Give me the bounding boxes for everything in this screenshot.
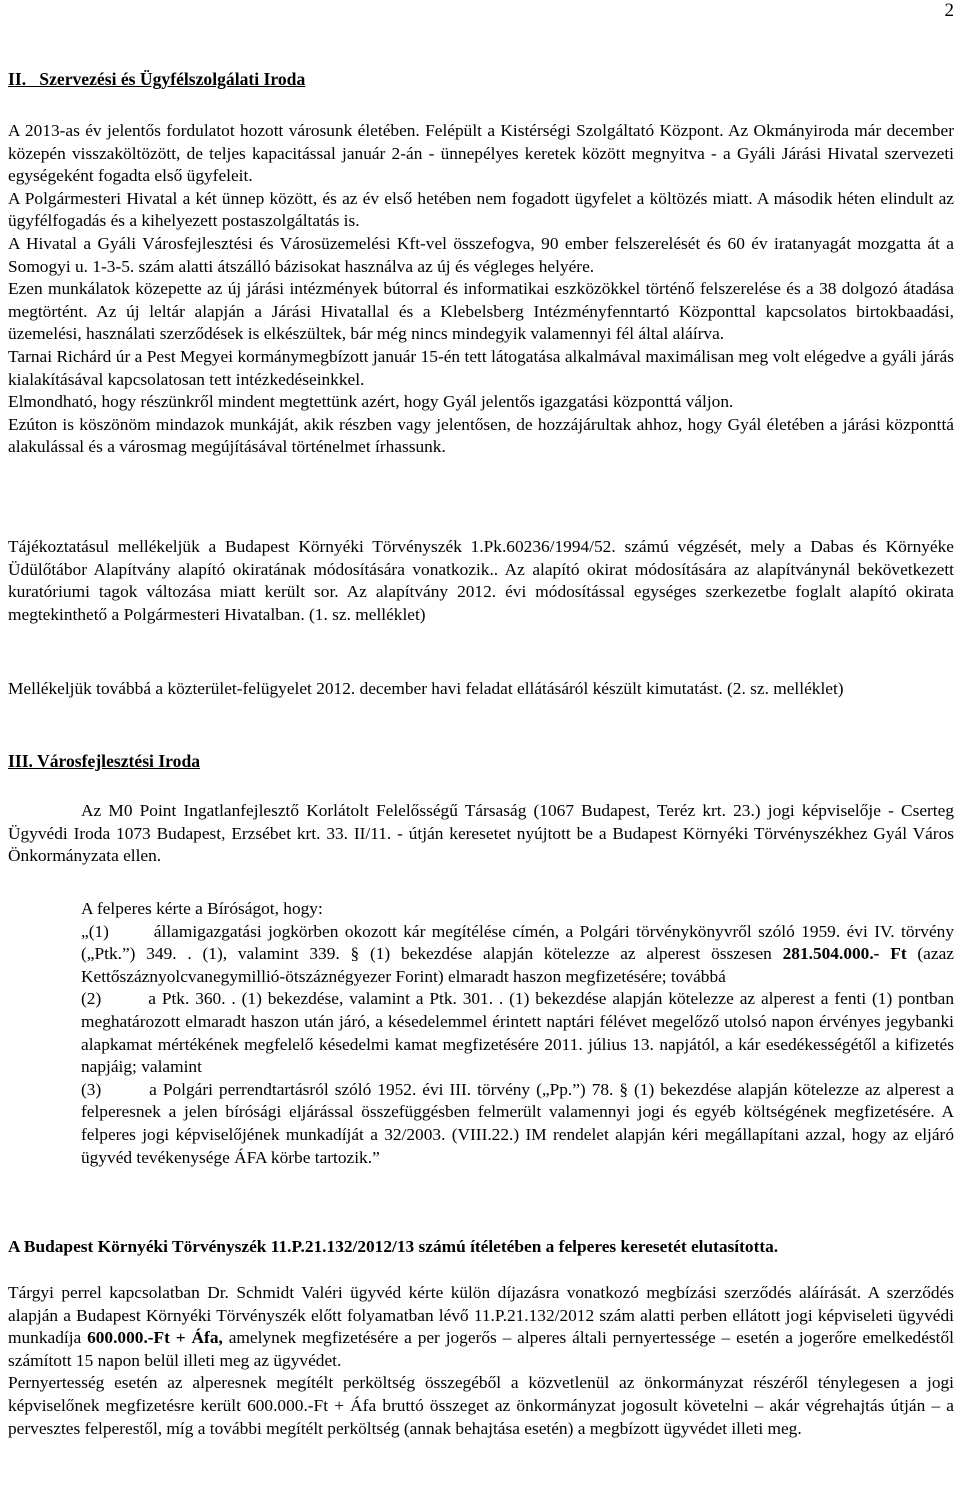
claim-item-1: „(1) államigazgatási jogkörben okozott kár megítélése címén, a Polgári törvénykönyvről szóló 1959. évi IV. törvény („Ptk.”) 349. . (1), valamint 339. § (1) bekezdése alapján kötelezze az alperest összesen 281.504.000.- Ft (azaz Kettőszáznyolcvanegymillió-ötszáznégyezer Forint) elmaradt haszon megfizetésére; továbbá (81, 921, 954, 986)
paragraph-fee: Tárgyi perrel kapcsolatban Dr. Schmidt Valéri ügyvéd kérte külön díjazásra vonatkozó megbízási szerződés aláírását. A szerződés alapján a Budapest Környéki Törvényszék előtt folyamatban lévő 11.P.21.132/2012 szám alatti perben ellátott jogi képviseleti ügyvédi munkadíja 600.000.-Ft + Áfa, amelynek megfizetésére a per jogerős – alperes általi pernyertessége – esetén a jogerőre emelkedéstől számított 15 napon belül illeti meg az ügyvédet. (8, 1283, 954, 1370)
page-number: 2 (944, 0, 954, 21)
paragraph-relocation: A Hivatal a Gyáli Városfejlesztési és Városüzemelési Kft-vel összefogva, 90 ember felszerelését és 60 év iratanyagát mozgatta át a Somogyi u. 1-3-5. szám alatti átszálló bázisokat használva az új és végleges helyére. (8, 233, 954, 276)
paragraph-lawsuit: Az M0 Point Ingatlanfejlesztő Korlátolt Felelősségű Társaság (1067 Budapest, Teréz krt. 23.) jogi képviselője - Cserteg Ügyvédi Iroda 1073 Budapest, Erzsébet krt. 33. II/11. - útján keresetet nyújtott be a Budapest Környéki Törvényszékhez Gyál Város Önkormányzata ellen. (8, 801, 954, 866)
paragraph-request: A felperes kérte a Bíróságot, hogy: (81, 899, 323, 918)
fee-amount: 600.000.-Ft + Áfa, (87, 1328, 223, 1348)
paragraph-foundation: Tájékoztatásul mellékeljük a Budapest Környéki Törvényszék 1.Pk.60236/1994/52. számú végzését, mely a Dabas és Környéke Üdülőtábor Alapítvány alapító okiratának módosítására vonatkozik.. Az alapító okirat módosítására az alapítványnál bekövetkezett kuratóriumi tagok változása miatt került sor. Az alapítvány 2012. évi módosítással egységes szerkezetbe foglalt alapító okirata megtekinthető a Polgármesteri Hivatalban. (1. sz. melléklet) (8, 537, 954, 624)
paragraph-intro: A 2013-as év jelentős fordulatot hozott városunk életében. Felépült a Kistérségi Szolgáltató Központ. Az Okmányiroda már december közepén visszaköltözött, de teljes kapacitással január 2-án - ünnepélyes keretek között megnyitva - a Gyáli Járási Hivatal szervezeti egységeként fogadta első ügyfeleit. (8, 121, 954, 186)
paragraph-equipment: Ezen munkálatok közepette az új járási intézmények bútorral és informatikai eszközökkel történő felszerelése és a 38 dolgozó átadása megtörtént. Az új leltár alapján a Járási Hivatallal és a Klebelsberg Intézményfenntartó Központtal kapcsolatos birtokbaadási, üzemelési, használati szerződések is elkészültek, bár még nincs mindegyik valamennyi fél által aláírva. (8, 279, 954, 344)
paragraph-closure: A Polgármesteri Hivatal a két ünnep között, és az év első hetében nem fogadott ügyfelet a költözés miatt. A második héten elindult az ügyfélfogadás és a kihelyezett postaszolgáltatás is. (8, 188, 954, 231)
paragraph-attachment: Mellékeljük továbbá a közterület-felügyelet 2012. december havi feladat ellátásáról készült kimutatást. (2. sz. melléklet) (8, 679, 844, 698)
claim-amount: 281.504.000.- Ft (782, 944, 907, 964)
claim-item-2: (2) a Ptk. 360. . (1) bekezdése, valamint a Ptk. 301. . (1) bekezdése alapján kötelezze az alperest a fenti (1) pontban meghatározott elmaradt haszon után járó, a késedelemmel érintett naptári félévet megelőző utolsó napon érvényes jegybanki alapkamat mértékének megfelelő késedelmi kamat megfizetésére 2011. július 13. napjától, a kár esedékességétől a kifizetés napjáig; valamint (81, 989, 954, 1077)
paragraph-visit: Tarnai Richárd úr a Pest Megyei kormánymegbízott január 15-én tett látogatása alkalmával maximálisan meg volt elégedve a gyáli járás kialakításával kapcsolatosan tett intézkedéseinkkel. (8, 346, 954, 389)
paragraph-costs: Pernyertesség esetén az alperesnek megítélt perköltség összegéből a közvetlenül az önkormányzat részéről ténylegesen a jogi képviselőnek megfizetésre került 600.000.-Ft + Áfa bruttó összeget az önkormányzat jogosult követelni – akár végrehajtás útján – a pervesztes felperestől, míg a további megítélt perköltség (annak behajtása esetén) a megbízott ügyvédet illeti meg. (8, 1373, 954, 1438)
paragraph-thanks: Ezúton is köszönöm mindazok munkáját, akik részben vagy jelentősen, de hozzájárultak ahhoz, hogy Gyál életében a járási központtá alakulással és a városmag megújításával történelmet írhassunk. (8, 414, 954, 457)
claim-item-3: (3) a Polgári perrendtartásról szóló 1952. évi III. törvény („Pp.”) 78. § (1) bekezdése alapján kötelezze az alperest a felperesnek a jelen bírósági eljárással összefüggésben felmerült valamennyi jogi és egyéb költségének megfizetésére. A felperes jogi képviselőjének munkadíját a 32/2003. (VIII.22.) IM rendelet alapján kéri megállapítani azzal, hogy az eljáró ügyvéd tevékenysége ÁFA körbe tartozik.” (81, 1079, 954, 1167)
paragraph-verdict: A Budapest Környéki Törvényszék 11.P.21.132/2012/13 számú ítéletében a felperes keresetét elutasította. (8, 1237, 779, 1256)
paragraph-summary: Elmondható, hogy részünkről mindent megtettünk azért, hogy Gyál jelentős igazgatási központtá váljon. (8, 392, 734, 412)
section-heading-iii: III. Városfejlesztési Iroda (8, 751, 201, 771)
section-heading-ii: II. Szervezési és Ügyfélszolgálati Iroda (8, 69, 306, 89)
